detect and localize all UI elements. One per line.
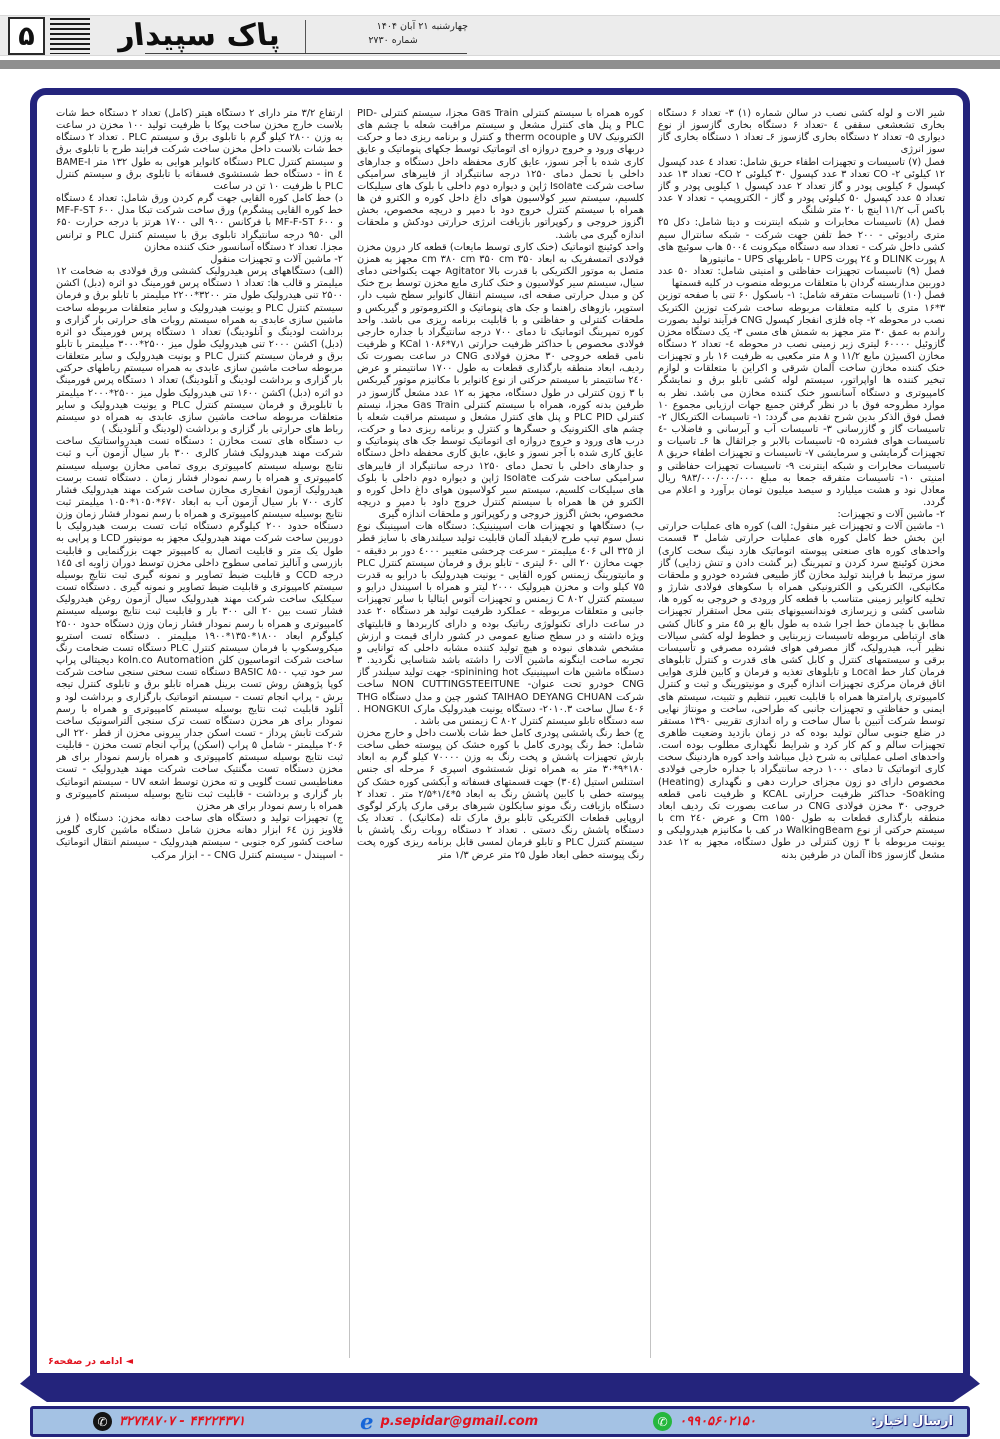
send-news-label: ارسال اخبار: [870,1414,953,1429]
email-e-icon: e [360,1409,374,1434]
paragraph: ۲- ماشین آلات و تجهیزات: [837,509,945,521]
paragraph: ب) دستگاهها و تجهیزات هات اسپینینیک: دستگاه هات اسپینینگ نوع نسل سوم تیپ طرح لایفیلد آلمان قابلیت تولید سیلندرهای با سایز قطر از ۳۲۵ الی ٤۰۶ میلیمتر - سرعت چرخشی متغییر ٤۰۰۰ دور بر دقیقه - جهت مخازن ۲۰ الی ۶۰ لیتری - تابلو برق و فرمان سیستم کنترل PLC و مانیتورینگ زیمنس کوره القایی - یونیت هیدرولیک با درایو به قدرت ۷۵ کیلو وات و مخزن هیرولیک ۲۰۰۰ لیتر و همراه با اسپیندل درایو و سیستم کنترل ۸۰۲ C زیمنس و تجهیزات آتوس ایتالیا با سایر تجهیزات جانبی و متعلقات مربوطه - عملکرد ظرفیت تولید هر دستگاه ۲۰ عدد در ساعت دارای تکنولوژی رباتیک بوده و دارای کاربردها و قابلیتهای ویژه داشته و در سطح صنایع عمومی در کشور دارای قیمت و ارزش مشخص شدهای نبوده و هیچ تولید کننده مشابه داخلی که توانایی و تجربه ساخت اینگونه ماشین آلات را داشته باشد شناسایی نگردید. ۳ دستگاه ماشین هات اسپینینیک spinining hot- جهت تولید سیلندر گاز CNG خودرو تحت عنوان- NON CUTTINGSTEEITUNE ساخت شرکت TAIHAO DEYANG CHUAN کشور چین و مدل دستگاه THG ٤۰۶ سال ساخت ۲۰۱۰.۳- دستگاه یونیت هیدرولیک مارک HONGKUI . سه دستگاه تابلو سیستم کنترل ۸۰۲ C زیمنس می باشد . [357,521,644,727]
whatsapp-contact [653,1412,756,1431]
column-left [56,108,343,1364]
paragraph: کوره همراه با سیستم کنترلی Gas Train مجزا، سیستم کنترلی PID-PLC و پنل های کنترل مشعل و سیستم مراقبت شعله با چشم های الکترونیک UV و therm ocouple و کنترل و برنامه ریزی دما و حرکت دربهای ورود و خروج دروازه ای اتوماتیک توسط جکهای پنوماتیک و عایق کاری شده با آجر نسوز، عایق کاری محفظه داخل دستگاه و جدارهای داخلی با تحمل دمای ۱۲۵۰ درجه سانتیگراد از فایبرهای سرامیکی ساخت شرکت Isolate ژاپن و دیواره دوم داخلی با بلوک های سیلیکات کلسیم، سیستم سیر کولاسیون هوای داغ داخل کوره و الکترو فن ها همراه با سیستم کنترل خروج دود با دمپر و دریچه مخصوص، بخش اگزوز خروجی و رکوپراتور بازیافت انرژی حرارتی دودکش و ملحقات اندازه گیری می باشد. [357,108,644,241]
paragraph: فصل (۹) تاسیسات تجهیزات حفاظتی و امنیتی شامل: تعداد ۵۰ عدد دوربین مداربسته گردان با متعلقات مربوطه منصوب در کلیه قسمتها [658,266,945,290]
paragraph: واحد کوئینچ اتوماتیک (خنک کاری توسط مایعات) قطعه کار درون مخزن فولادی اتمسفریک به ابعاد cm ۳۸۰ cm ۳۵۰ cm ۳۵۰ مجهز به همزن متصل به موتور الکتریکی با قدرت بالا Agitator جهت یکنواختی دمای سیال، سیستم سیر کولاسیون و خنک کناری مایع مخزن توسط برج خنک کن و مبدل حرارتی صفحه ای، سیستم انتقال کانوایر سطح شیب دار، استوپر، بازوهای راهنما و جک های پنوماتیک و الکتروموتور و گیربکس و ملحقات کنترلی و حفاظتی و با قابلیت برنامه ریزی می باشد. واحد کوره تمپرینگ اتوماتیک تا دمای ۷۰۰ درجه سانتیگراد با جداره خارجی فولادی مخصوص با حداکثر ظرفیت حرارتی ۷٫۱*۱۰۸۶ KCal و ظرفیت نامی قطعه خروجی ۳۰ مخزن فولادی CNG در ساعت بصورت تک ردیف، ابعاد منطقه بارگذاری قطعات به طول ۱۷۰۰ سانتیمتر و عرض ۲٤۰ سانتیمتر با سیستم حرکتی از نوع کانوایر با مکانیزم موتور گیربکس با ۳ زون کنترلی در طول دستگاه، مجهز به ۱۲ عدد مشعل گازسوز در طرفین بدنه کوره، همراه با سیستم کنترلی Gas Train مجزا، نیستم کنترلی PLC PID و پنل های کنترل مشعل و سیستم مراقبت شعله با چشم های الکترونیک و حسگرها و کنترل و برنامه ریزی دما و حرکت، درب های ورود و خروج دروازه ای اتوماتیک توسط جک های پنوماتیک و عایق کاری شده با آجر نسوز و عایق، عایق کاری محفظه داخل دستگاه و جدارهای داخلی با تحمل دمای ۱۲۵۰ درجه سانتیگراد از فایبرهای سرامیکی ساخت شرکت Isolate ژاپن و دیواره دوم داخلی با بلوک های سیلیکات کلسیم، سیستم سیر کولاسیون هوای داغ داخل کوره و الکترو فن ها همراه با سیستم کنترل خروج داود با دمپر و دریچه مخصوص، بخش اگزوز خروجی و رکوپراتور و ملحقات اندازه گیری [357,241,644,521]
phone-contact [93,1412,245,1431]
header-divider-bar [0,60,1000,69]
paragraph: ج) خط رنگ پاششی پودری کامل خط شات بلاست داخل و خارج مخزن شامل: خط رنگ پودری کامل با کوره خشک کن پیوسته خطی ساخت بارش تجهیزات پاشش و پخت رنگ به وزن ۷۰۰۰۰ کیلو گرم به ابعاد ۱۸۰*۹*۳۰ متر به همراه تونل شستشوی اسپری ۶ مرحله ای جنس استنلس استیل (۳۰٤) جهت قسمتهای فسفاته و آبکشی کوره خشک کن پیوسته خطی با کابین پاشش رنگ به ابعاد ۵*۱/٤*۲/۵ متر . تعداد ۲ دستگاه بازیافت رنگ مونو سایکلون شیرهای برقی مارک پارکر لوگوی اروپایی قطعات الکتریکی تابلو برق مارک تله (مکانیک) . تعداد یک دستگاه پاشش رنگ دستی . تعداد ۲ دستگاه روبات رنگ پاشش با سیستم کنترل PLC و تابلو فرمان لمسی قابل برنامه ریزی کوره پخت رنگ پیوسته خطی ابعاد طول ۲۵ متر عرض ۱/۳ متر [357,727,644,861]
whatsapp-icon: ✆ [653,1412,672,1431]
paragraph: فصل (۷) تاسیسات و تجهیزات اطفاء حریق شامل: تعداد ٤ عدد کپسول ۱۲ کیلوئی ۲- CO تعداد ۳ عدد کپسول ۳۰ کیلوئی ۲ CO- تعداد ۱۳ عدد کپسول ۶ کیلویی پودر و گاز تعداد ۲ عدد کپسول ۱ کیلویی پودر و گاز تعداد ۵ عدد کپسول ۵۰ کیلوئی پودر و گاز - الکتروپمپ - تعداد ۷ عدد باکس آب ۱۱/۲ اینچ با ۲۰ متر شلنگ [658,156,945,217]
frame-bottom-ribbon [20,1374,980,1402]
whatsapp-number: ۰۹۹۰۵۶۰۲۱۵۰ [679,1414,756,1429]
paragraph: فصل (۸) تاسیسات مخابرات و شبکه اینترنت و دیتا شامل: دکل ۲۵ متری رادیوئی - ۲۰۰ خط تلفن جهت شرکت - شبکه سانترال سیم کشی داخل شرکت - تعداد سه دستگاه میکرونت ٥٠٠٤ هاب سوئیچ های ۸ پورت DLINK و ۲٤ پورت UPS - باطریهای UPS - مانیتورها [658,217,945,265]
column-separator [650,110,651,1358]
continued-on-page-note: ◄ ادامه در صفحه۶ [47,1356,133,1367]
article-frame [30,88,970,1380]
paragraph: د) خط کامل کوره القایی جهت گرم کردن ورق شامل: تعداد ٤ دستگاه خط کوره القایی پیشگرم) ورق ساخت شرکت تبکا مدل ۶۰۰ MF-F-ST و MF-F-ST ۶۰۰ با فرکانس ۹۰۰ الی ۱۷۰۰ هرتز با درجه حرارت ۶۵۰ الی ۹۵۰ درجه سانتیگراد تابلوی برق با سیستم کنترل PLC و ترانس مجزا. تعداد ۲ دستگاه آسانسور خنک کننده مخازن [56,193,343,253]
contact-bar [30,1406,970,1437]
paragraph: ۱- ماشین آلات و تجهیزات غیر منقول: الف) کوره های عملیات حرارتی این بخش خط کامل کوره های عملیات حرارتی شامل ۳ قسمت واحدهای کوره های صنعتی پیوسته اتوماتیک هارد نینگ سخت کاری) مخزن کوئینچ سرد کردن و تمپرینگ (بر گشت دادن و تنش زدایی) گاز سوز مرتبط با فرایند تولید مخازن گاز طبیعی فشرده خودرو و ملحقات مکانیکی، الکتریکی و الکترونیکی همراه با سکوهای فولادی شارژ و تخلیه کانوایر زمینی متناسب با قطعه کار ورودی و خروجی به کوره ها، شاسی کشی و زیرسازی فوندانسیونهای بتنی محل استقرار تجهیزات مطابق با چیدمان خط اجرا شده به طول بالغ بر ٤۵ متر و کانال کشی های ارتباطی مربوطه تاسیسات زیربنایی و خطوط لوله کشی سیالات نظیر آب، هیدرولیک، گاز مصرفی هوای فشرده مصرفی و تأسیسات برقی و سیستمهای کنترل و کابل کشی های قدرت و کنترل تابلوهای فرمان کنار خط Local و تابلوهای تغذیه و فرمان و کابین فلزی هوایی اتاق فرمان مرکزی تجهیزات اندازه گیری و مونیتورینگ و ثبت و کنترل کامپیوتری پارامترها همراه با قابلیت تغییر، تنظیم و تثبیت، سیستم های ایمنی و حفاظتی و تجهیزات جانبی که طراحی، ساخت و مونتاژ نهایی توسط شرکت آتبین با سال ساخت و راه اندازی تقریبی ۱۳۹۰ مستقر در ضلع جنوبی سالن تولید بوده که در زمان بازدید وضعیت ظاهری تجهیزات سالم و کم کار کرد و شرایط نگهداری مطلوب بوده است. واحدهای اصلی عملیاتی به شرح ذیل میباشد واحد کوره هاردنینگ سخت کاری اتوماتیک تا دمای ۱۰۰۰ درجه سانتیگراد با جداره خارجی فولادی مخصوص دارای دو زون مجزای حرارت دهی و نگهداری (Heating) Soaking- حداکثر ظرفیت حرارتی KCAL و ظرفیت نامی قطعه خروجی ۳۰ مخزن فولادی CNG در ساعت بصورت تک ردیف ابعاد منطقه بارگذاری قطعات به طول ۱۵۵۰ Cm و عرض ۲٤۰ cm با سیستم حرکتی از نوع WalkingBeam در کف با مکانیزم هیدرولیکی و یونیت مربوطه با ۳ زون کنترلی در طول دستگاه، مجهز به ۱۲ عدد مشعل گازسوز ibs آلمان در طرفین بدنه [658,521,945,861]
page-number: ۵ [8,17,45,55]
phone-icon: ✆ [93,1412,112,1431]
masthead-rule [145,53,467,54]
masthead [0,15,1000,56]
column-right [658,108,945,1364]
barcode-stripes-icon [50,18,90,54]
paragraph: ارتفاع ۳/۲ متر دارای ۲ دستگاه هیتر (کامل) تعداد ۲ دستگاه خط شات بلاست خارج مخزن ساخت پوکا با ظرفیت تولید ۱۰۰ مخزن در ساعت به وزن ۲۸۰۰ کیلو گرم با تابلوی برق و سیستم PLC . تعداد ۲ دستگاه خط شات بلاست داخل مخزن ساخت شرکت فرایند طرح با تابلوی برق و سیستم کنترل PLC دستگاه کانوایر هوایی به طول ۱۳۲ متر BAME-I ٤ in - دستگاه خط شستشوی فسفاته با تابلوی برق و سیستم کنترل PLC با ظرفیت ۱۰ تن در ساعت [56,108,343,192]
paragraph: شیر آلات و لوله کشی نصب در سالن شماره (۱) ۳- تعداد ۶ دستگاه بخاری تشعشعی سقفی ٤ -تعداد ۶ دستگاه بخاری گازسوز از نوع دیواری ۵- تعداد ۲ دستگاه بخاری گازسوز ۶ـ تعداد ۱ دستگاه بخاری گاز سوز انرژی [658,108,945,156]
paragraph: ۲- ماشین آلات و تجهیزات منقول [210,253,343,265]
issue-number: شماره ۲۷۳۰ [368,35,418,46]
masthead-logo: پاک سپیدار [114,17,282,53]
phone-numbers: ۳۲۷۴۸۷۰۷ - ۴۴۲۲۴۳۷۱ [119,1414,246,1429]
paragraph: ج) تجهیزات تولید و دستگاه های ساخت دهانه مخزن: دستگاه ( فرز فلاویز زن ۶٤ ابزار دهانه مخزن شامل دستگاه ماشین کاری گلویی ساخت کشور کره جنوبی - سیستم هیدرولیک - سیستم انتقال اتوماتیک - اسپیندل - سیستم کنترل CNG - - ابزار مرکب [56,813,343,861]
email-address: p.sepidar@gmail.com [380,1414,539,1429]
column-separator [349,110,350,1358]
issue-info [318,20,468,48]
paragraph: ب دستگاه های تست مخازن : دستگاه تست هیدرواستاتیک ساخت شرکت مهند هیدرولیک فشار کالری ۳۰۰ بار سیال آزمون آب و ثبت نتایج بوسیله سیستم کامپیوتری بروی تمامی مخازن بوسیله سیستم کامپیوتری و همراه با رسم نمودار فشار زمان . دستگاه تست برست هیدرولیک آزمون انفجاری مخازن ساخت شرکت مهند هیدرولیک فشار کاری ۷۰۰ بار سیال آزمون آب به ابعاد ۶۷۰*۱۰۵۰*۱۰۵۰ میلیمتر ثبت نتایج بوسیله سیستم کامپیوتری و همراه با رسم نمودار فشار زمان وزن دستگاه حدود ۲۰۰ کیلوگرم دستگاه ثبات تست برست هیدرولیک با دوربین ساخت شرکت مهند هیدرولیک مجهز به مونیتور LCD و پراپی به طول یک متر و قابلیت اتصال به کامپیوتر جهت بزرگنمایی و قابلیت بازرسی و آنالیز تمامی سطوح داخلی مخزن توسط دوران زاویه ای ۱٤۵ درجه CCD و قابلیت ضبط تصاویر و نمونه گیری ثبت نتایج بوسیله سیستم کامپیوتری و قابلیت ضبط تصاویر و نمونه گیری . دستگاه تست سیکلیک ساخت شرکت مهند هیدرولیک سیال آزمون روغن هیدرولیک فشار تست بین ۲۰ الی ۳۰۰ بار و قابلیت ثبت نتایج بوسیله سیستم کامپیوتری و همراه با رسم نمودار فشار زمان وزن دستگاه حدود ۲۵۰۰ کیلوگرم ابعاد ۱۸۰۰*۱۳۵۰*۱۹۰۰ میلیمتر . دستگاه تست استریو میکروسکوپ با فرمان سیستم کنترل PLC دستگاه تست ضخامت رنگ ساخت شرکت اتوماسیون کلن koln.co Automation دیجیتالی پراپ سر خود تیپ ۸۵۰۰ BASIC دستگاه تست سختی سنجی ساخت شرکت کوپا پژوهش روش تست برینل همراه تابلو برق و تابلوی کنترل تیجه برش - پراپ انجام تست - سیستم اتوماتیک بارگزاری و برداشت لود و آنلود قابلیت ثبت نتایج بوسیله سیستم کامپیوتری و همراه با رسم نمودار برای هر مخزن دستگاه تست ترک سنجی آلتراسونیک ساخت شرکت تابش پرداز - تست اسکن جدار بیرونی مخزن از قطر ۲۲۰ الی ۲۰۶ میلیمتر - شامل ۵ پراپ (اسکن) پرآپ انجام تست مخزن - قابلیت ثبت نتایج بوسیله سیستم کامپیوتری و همراه بارسم نمودار برای هر مخزن دستگاه تست مگنتیک ساخت شرکت مهند هیدرولیک - تست مغناطیسی تست گلویی و ته مخزن توسط اشعه UV - سیستم اتوماتیک بار گزاری و برداشت - قابلیت ثبت نتایج بوسیله سیستم کامپیوتری و همراه با رسم نمودار برای هر مخزن [56,436,343,812]
paragraph: (الف) دستگاههای پرس هیدرولیک کششی ورق فولادی به ضخامت ۱۲ میلیمتر و قالب ها: تعداد ۱ دستگاه پرس فورمینگ دو اثره (دبل) اکشن ۲۵۰۰ تنی هیدرولیک طول متر ۳۲۰۰*۲۲۰۰ میلیمتر با تابلو برق و فرمان سیستم کنترل PLC و یونیت هیدرولیک و سایر متعلقات مربوطه ساخت ماشین سازی عابدی به همراه سیستم روبات های حرارتی بار گزاری و برداشت لودینگ و آنلودینگ) تعداد ۱ دستگاه پرس فورمینگ دو اثره (دبل) اکشن ۲۰۰۰ تنی هیدرولیک طول میز ۲۵۰۰*۳۰۰۰ میلیمتر با تابلو برق و فرمان سیستم کنترل PLC و یونیت هیدرولیک و سایر متعلقات مربوطه ساخت ماشین سازی عابدی به همراه سیستم رباطهای حرکتی بار گزاری و برداشت لودینگ و آنلودینگ) تعداد ۱ دستگاه پرس فورمینگ دو اثره (دبل) اکشن ۱۶۰۰ تنی هیدرولیک طول میز ۲۵۰۰*۲۰۰۰ میلیمتر با تابلوبرق و فرمان سیستم کنترل PLC و یونیت هیدرولیک و سایر متعلقات مربوطه ساخت ماشین سازی عابدی به همراه دو سیستم رباط های حرارتی بار گزاری و برداشت (لودینگ و آنلودینگ ) [56,266,343,436]
paragraph: فصل (۱۰) تاسیسات متفرقه شامل: ۱- باسکول ۶۰ تنی با صفحه توزین ۳*۱۶ متری با کلیه متعلقات مربوطه ساخت شرکت توزین الکتریک نصب در محوطه ۲- چاه فلزی انفجار کپسول CNG فرآیند تولید بصورت راندم به عمق ۳۰ متر مجهز به شمش های مسی ۳- یک دستگاه مخزن گازوئیل ۶۰۰۰۰ لیتری زیر زمینی نصب در محوطه ٤- تعداد ۲ دستگاه مخازن اکسیژن مایع ۱۱/۲ و ۸ متر مکعبی به ظرفیت ۱۶ بار و تجهیزات خنک کننده مخازن ساخت آلمان شرقی و اکراین با متعلقات و لوازم تبخیر کننده ها اواپراتور، سیستم لوله کشی تابلو برق و نمایشگر کامپیوتری و دستگاه آسانسور خنک کننده مخازن می باشد. نظر به موارد مطروحه فوق با در نظر گرفتن جمیع جهات ارزیابی مجموع ۱۰ فصل فوق الذکر بدین شرح تقدیم می گردد: ۱- تاسیسات الکتریکال ۲- تاسیسات گاز و گازرسانی ۳- تاسیسات آب و آبرسانی و فاضلاب -٤ تاسیسات هوای فشرده ۵- تاسیسات بالابر و جراثقال ها ۶ـ تاسیات و تجهیزات گرمایشی و سرمایشی ۷- تاسیسات و تجهیزات اطفاء حریق ۸ تاسیسات مخابرات و شبکه اینترنت ۹- تاسیسات تجهیزات حفاظتی و امنیتی ۱۰- تاسیسات متفرقه جمعا به مبلغ ۹۸۳/۰۰۰/۰۰۰/۰۰۰ ریال معادل نود و هشت میلیارد و سیصد میلیون تومان برآورد و اعلام می گردد. [658,290,945,508]
email-contact [360,1409,538,1434]
masthead-divider [305,20,306,54]
issue-date: چهارشنبه ۲۱ آبان ۱۴۰۴ [376,21,468,32]
column-middle [357,108,644,1364]
